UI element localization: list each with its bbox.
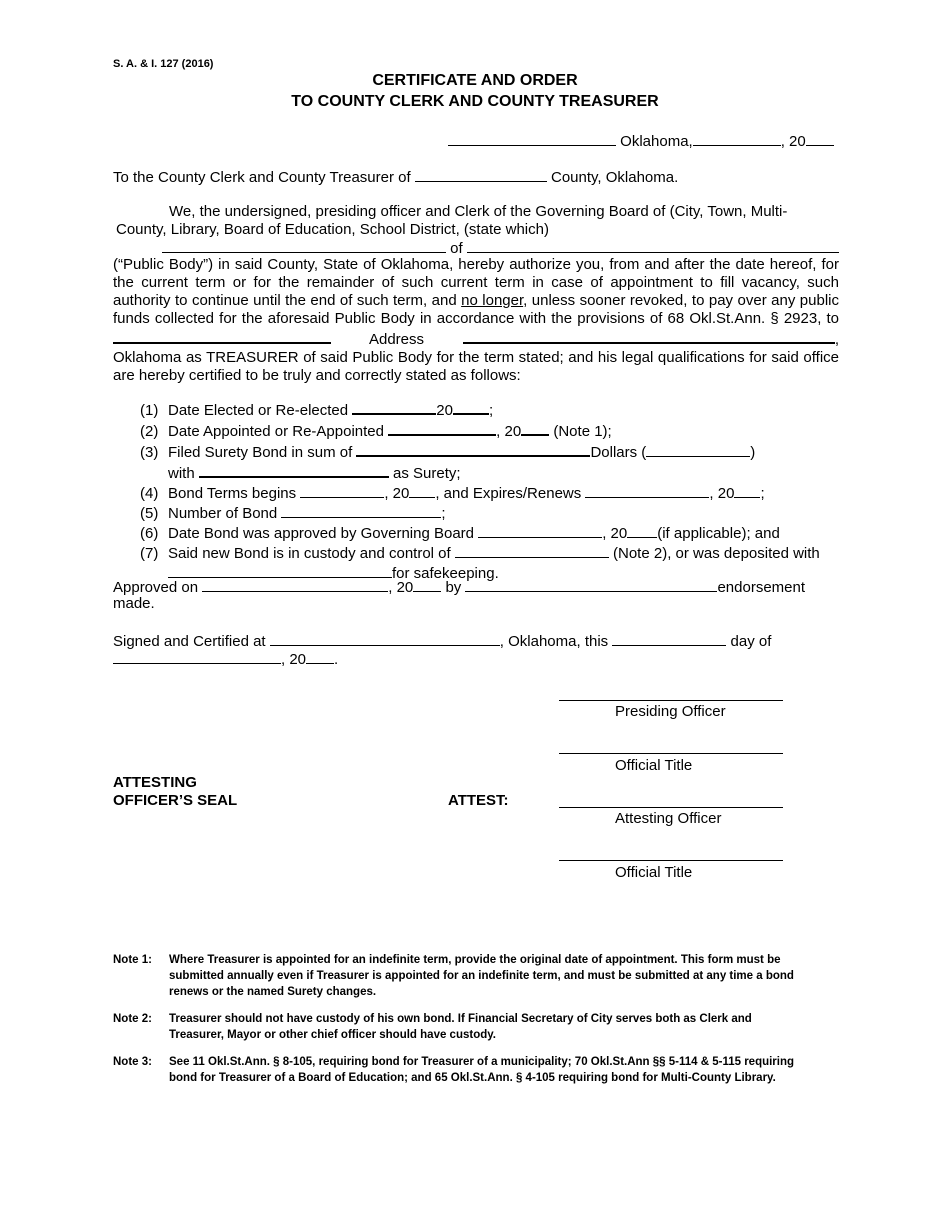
item-7: (7) Said new Bond is in custody and control of (Note 2), or was deposited with xyxy=(140,545,820,562)
note-1: Note 1: Where Treasurer is appointed for an indefinite term, provide the original date of appointment. This form must be submitted annually even if Treasurer is appointed for an indefinite term, and must be submitted at any time a bond renews or the named Surety changes. xyxy=(113,954,794,998)
item-3: (3) Filed Surety Bond in sum of Dollars ( ) xyxy=(140,441,820,462)
bond-begins-year-field[interactable] xyxy=(409,483,435,498)
bond-begins-field[interactable] xyxy=(300,483,384,498)
public-body-name-field[interactable] xyxy=(467,238,839,253)
title-line-2: TO COUNTY CLERK AND COUNTY TREASURER xyxy=(291,93,659,110)
item-2: (2) Date Appointed or Re-Appointed , 20 (Note 1); xyxy=(140,420,820,441)
official-title-1-line[interactable] xyxy=(559,753,783,754)
seal-label-line-2: OFFICER’S SEAL xyxy=(113,792,238,809)
bond-number-field[interactable] xyxy=(281,503,441,518)
signed-line: Signed and Certified at , Oklahoma, this day of xyxy=(113,633,772,650)
year-field[interactable] xyxy=(806,131,834,146)
title-line-1: CERTIFICATE AND ORDER xyxy=(372,72,578,89)
intro-line-1: We, the undersigned, presiding officer and Clerk of the Governing Board of (City, Town, Multi- xyxy=(169,203,788,220)
bond-sum-words-field[interactable] xyxy=(356,441,590,457)
bond-custodian-field[interactable] xyxy=(455,543,609,558)
item-3-surety: with as Surety; xyxy=(140,462,820,483)
surety-field[interactable] xyxy=(199,462,389,478)
authorization-paragraph: (“Public Body”) in said County, State of Oklahoma, hereby authorize you, from and after the date hereof, for the current term or for the remainder of such current term in case of appointment to fill vacancy, such authority to continue until the end of such term, and no longer, unless sooner revoked, to pay over any public funds collected for the aforesaid Public Body in accordance with the provisions of 68 Okl.St.Ann. § 2923, to Address , Oklahoma as TREASURER of said Public Body for the term stated; and his legal qualifications for said office are hereby certified to be truly and correctly stated as follows: xyxy=(113,256,839,384)
item-7-safekeeping: for safekeeping. xyxy=(140,563,820,583)
approved-date-field[interactable] xyxy=(202,577,388,592)
county-field[interactable] xyxy=(415,167,547,182)
salutation: To the County Clerk and County Treasurer of County, Oklahoma. xyxy=(113,169,679,186)
date-field[interactable] xyxy=(693,131,781,146)
treasurer-name-field[interactable] xyxy=(113,328,331,344)
treasurer-address-field[interactable] xyxy=(463,328,835,344)
item-1: (1) Date Elected or Re-elected 20 ; xyxy=(140,399,820,420)
item-6: (6) Date Bond was approved by Governing Board , 20 (if applicable); and xyxy=(140,525,780,542)
presiding-officer-label: Presiding Officer xyxy=(615,703,726,720)
note-2: Note 2: Treasurer should not have custody of his own bond. If Financial Secretary of City serves both as Clerk and Treasurer, Mayor or other chief officer should have custody. xyxy=(113,1013,752,1041)
date-elected-field[interactable] xyxy=(352,399,436,415)
qualifications-list xyxy=(140,399,820,583)
date-line: Oklahoma, , 20 xyxy=(448,131,834,151)
note-3: Note 3: See 11 Okl.St.Ann. § 8-105, requiring bond for Treasurer of a municipality; 70 Okl.St.Ann §§ 5-114 & 5-115 requiring bond for Treasurer of a Board of Education; and 65 Okl.St.Ann. § 4-105 requiring bond for Multi-County Library. xyxy=(113,1056,795,1084)
deposited-with-field[interactable] xyxy=(168,563,392,578)
official-title-2-line[interactable] xyxy=(559,860,783,861)
presiding-officer-signature-line[interactable] xyxy=(559,700,783,701)
approved-year-field[interactable] xyxy=(413,577,441,592)
bond-expires-field[interactable] xyxy=(585,483,709,498)
seal-label-line-1: ATTESTING xyxy=(113,774,197,791)
item-4: (4) Bond Terms begins , 20 , and Expires/Renews , 20 ; xyxy=(140,485,765,502)
city-field[interactable] xyxy=(448,131,616,146)
appointed-year-field[interactable] xyxy=(521,420,549,436)
official-title-1-label: Official Title xyxy=(615,757,693,774)
bond-sum-figures-field[interactable] xyxy=(646,442,750,457)
bond-approved-date-field[interactable] xyxy=(478,523,602,538)
bond-expires-year-field[interactable] xyxy=(734,483,760,498)
bond-approved-year-field[interactable] xyxy=(627,523,657,538)
public-body-type-field[interactable] xyxy=(162,238,446,253)
notes-section xyxy=(113,952,799,1097)
elected-year-field[interactable] xyxy=(453,399,489,415)
official-title-2-label: Official Title xyxy=(615,864,693,881)
signed-year-field[interactable] xyxy=(306,649,334,664)
date-appointed-field[interactable] xyxy=(388,420,496,436)
public-body-line: of xyxy=(162,238,839,258)
form-id: S. A. & I. 127 (2016) xyxy=(113,58,214,70)
approved-line: Approved on , 20 by endorsement xyxy=(113,579,806,596)
approved-made: made. xyxy=(113,595,155,612)
attesting-officer-signature-line[interactable] xyxy=(559,807,783,808)
attest-label: ATTEST: xyxy=(448,792,509,809)
signed-date-line: , 20 . xyxy=(113,649,338,669)
signed-month-field[interactable] xyxy=(113,649,281,664)
signed-location-field[interactable] xyxy=(270,631,500,646)
intro-line-2: County, Library, Board of Education, School District, (state which) xyxy=(116,221,549,238)
signed-day-field[interactable] xyxy=(612,631,726,646)
approved-by-field[interactable] xyxy=(465,577,717,592)
item-5: (5) Number of Bond ; xyxy=(140,505,446,522)
attesting-officer-label: Attesting Officer xyxy=(615,810,722,827)
